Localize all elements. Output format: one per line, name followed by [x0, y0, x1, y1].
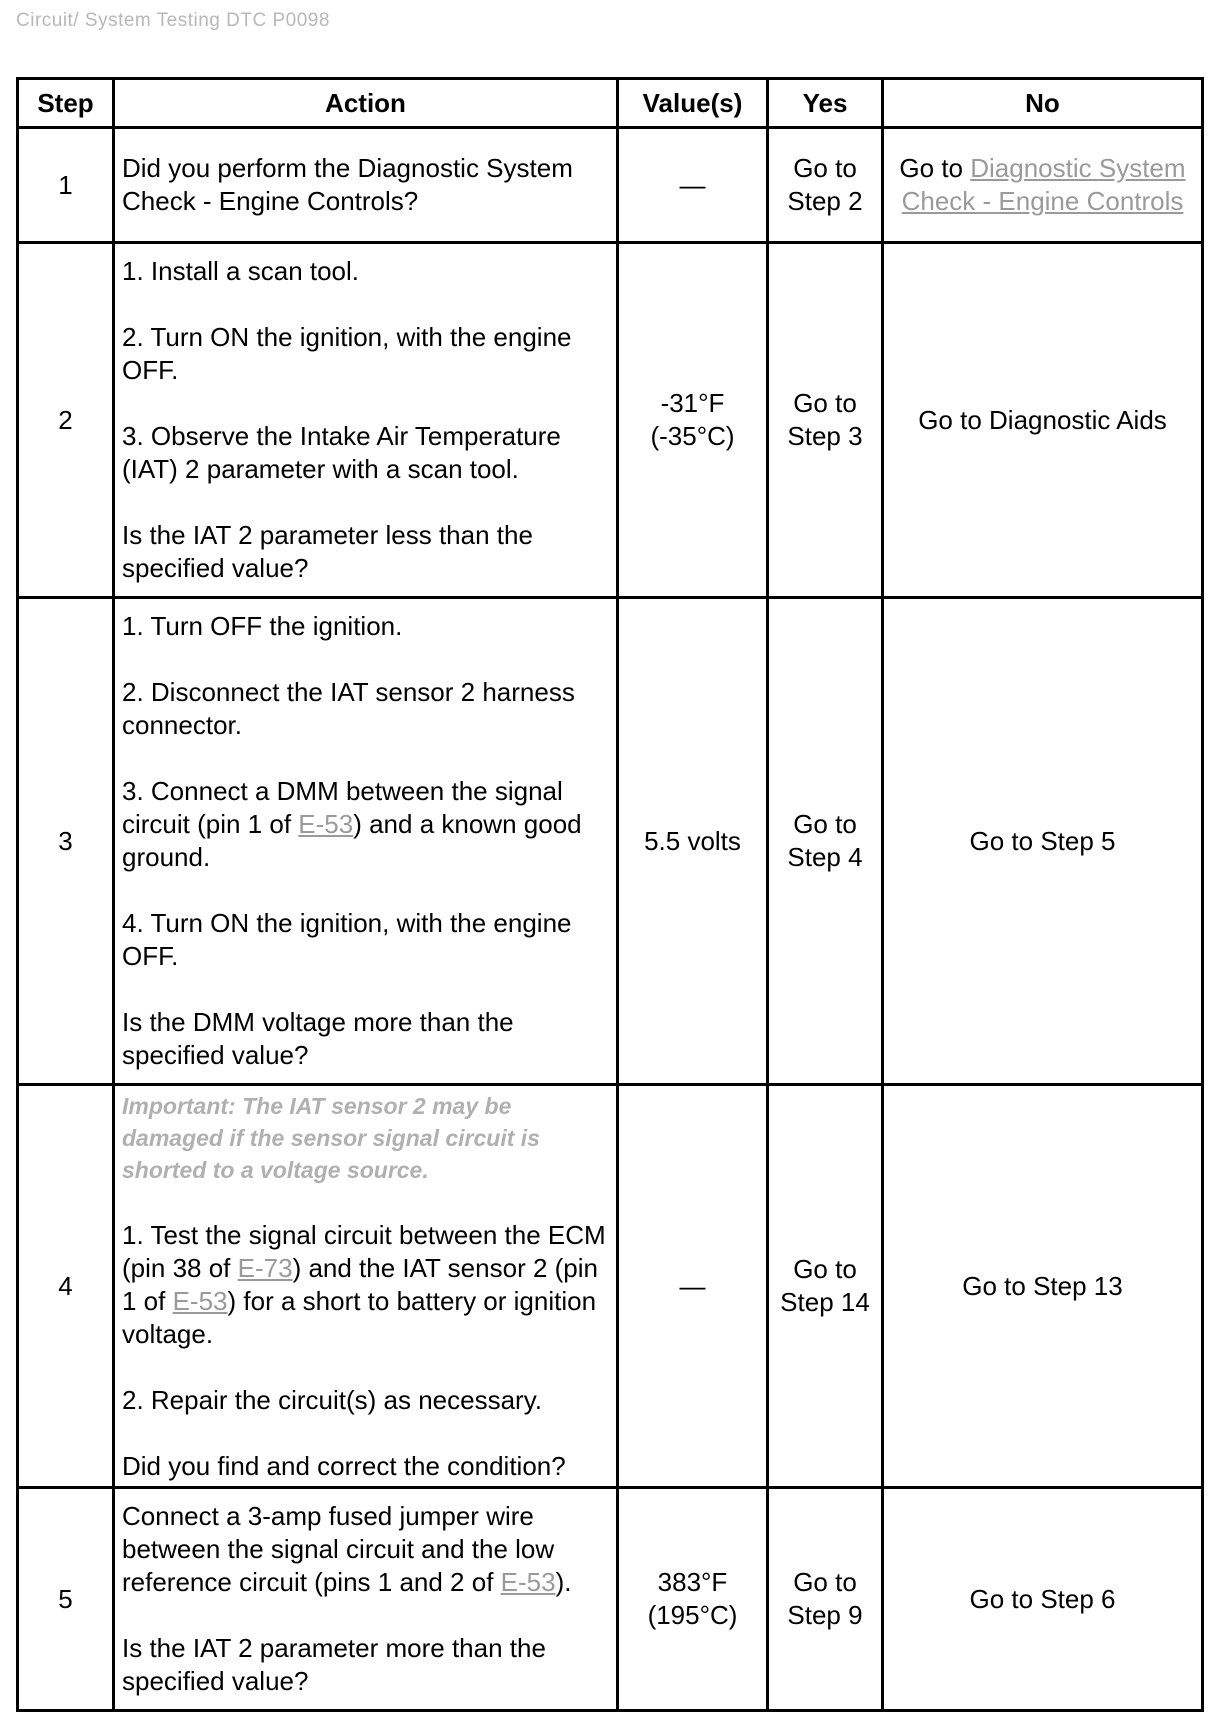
table-row [18, 598, 1203, 1085]
action-text [122, 775, 609, 874]
header-no: No [883, 79, 1203, 128]
action-question: Is the IAT 2 parameter more than the specified value? [122, 1633, 546, 1696]
no-cell: Go to Step 13 [883, 1085, 1203, 1488]
table-row [18, 1488, 1203, 1711]
action-text-part: ) and a known good ground. [122, 809, 582, 872]
connector-link-e53[interactable]: E-53 [500, 1567, 556, 1597]
value-cell: 5.5 volts [618, 598, 768, 1085]
header-action: Action [114, 79, 618, 128]
action-text: 1. Turn OFF the ignition. [122, 611, 403, 641]
action-cell [114, 1085, 618, 1488]
action-text-part: ) for a short to battery or ignition voltage. [122, 1285, 597, 1349]
no-text: Go to [899, 153, 971, 183]
action-text-part: Connect a 3-amp fused jumper wire between the signal circuit and the low reference circuit (pins 1 and 2 of [122, 1501, 555, 1597]
document-title: Circuit/ System Testing DTC P0098 [16, 10, 330, 31]
action-cell [114, 1488, 618, 1711]
action-text: 2. Disconnect the IAT sensor 2 harness connector. [122, 677, 575, 740]
no-cell: Go to Diagnostic Aids [883, 243, 1203, 598]
action-text: Did you perform the Diagnostic System Check - Engine Controls? [122, 153, 573, 216]
action-text: 3. Observe the Intake Air Temperature (IAT) 2 parameter with a scan tool. [122, 421, 561, 484]
action-text: 2. Repair the circuit(s) as necessary. [122, 1384, 542, 1415]
no-cell: Go to Step 5 [883, 598, 1203, 1085]
yes-cell: Go to Step 4 [768, 598, 883, 1085]
connector-link-e73[interactable]: E-73 [237, 1252, 293, 1283]
diagnostic-system-check-link[interactable]: Diagnostic System Check - Engine Controls [901, 153, 1186, 216]
step-number: 3 [18, 598, 114, 1085]
action-text: 2. Turn ON the ignition, with the engine OFF. [122, 322, 572, 385]
header-yes: Yes [768, 79, 883, 128]
action-text-part: ) and the IAT sensor 2 (pin 1 of [122, 1252, 598, 1316]
yes-cell: Go to Step 3 [768, 243, 883, 598]
action-text [122, 1219, 609, 1351]
connector-link-e53[interactable]: E-53 [172, 1285, 228, 1316]
important-note: Important: The IAT sensor 2 may be damaged if the sensor signal circuit is shorted to a voltage source. [122, 1092, 540, 1183]
action-text: 4. Turn ON the ignition, with the engine OFF. [122, 908, 572, 971]
action-text: 1. Install a scan tool. [122, 256, 360, 286]
table-header-row [18, 79, 1203, 128]
value-cell: — [618, 1085, 768, 1488]
value-cell: -31°F (-35°C) [618, 243, 768, 598]
action-question: Is the IAT 2 parameter less than the specified value? [122, 520, 533, 583]
action-text [122, 1500, 609, 1599]
header-step: Step [18, 79, 114, 128]
no-cell: Go to Step 6 [883, 1488, 1203, 1711]
step-number: 5 [18, 1488, 114, 1711]
action-cell [114, 243, 618, 598]
connector-link-e53[interactable]: E-53 [298, 809, 354, 839]
value-cell: — [618, 128, 768, 243]
action-cell [114, 598, 618, 1085]
header-values: Value(s) [618, 79, 768, 128]
step-number: 2 [18, 243, 114, 598]
step-number: 1 [18, 128, 114, 243]
no-cell [883, 128, 1203, 243]
table-row [18, 1085, 1203, 1488]
action-question: Did you find and correct the condition? [122, 1450, 566, 1481]
yes-cell: Go to Step 14 [768, 1085, 883, 1488]
table-row [18, 243, 1203, 598]
action-text-part: 1. Test the signal circuit between the ECM (pin 38 of [122, 1219, 606, 1283]
step-number: 4 [18, 1085, 114, 1488]
diagnostic-table [16, 77, 1204, 1712]
table-row [18, 128, 1203, 243]
action-text-part: 3. Connect a DMM between the signal circuit (pin 1 of [122, 776, 563, 839]
yes-cell: Go to Step 9 [768, 1488, 883, 1711]
action-text-part: ). [555, 1567, 572, 1597]
yes-cell: Go to Step 2 [768, 128, 883, 243]
value-cell: 383°F (195°C) [618, 1488, 768, 1711]
action-cell [114, 128, 618, 243]
action-question: Is the DMM voltage more than the specified value? [122, 1007, 514, 1070]
